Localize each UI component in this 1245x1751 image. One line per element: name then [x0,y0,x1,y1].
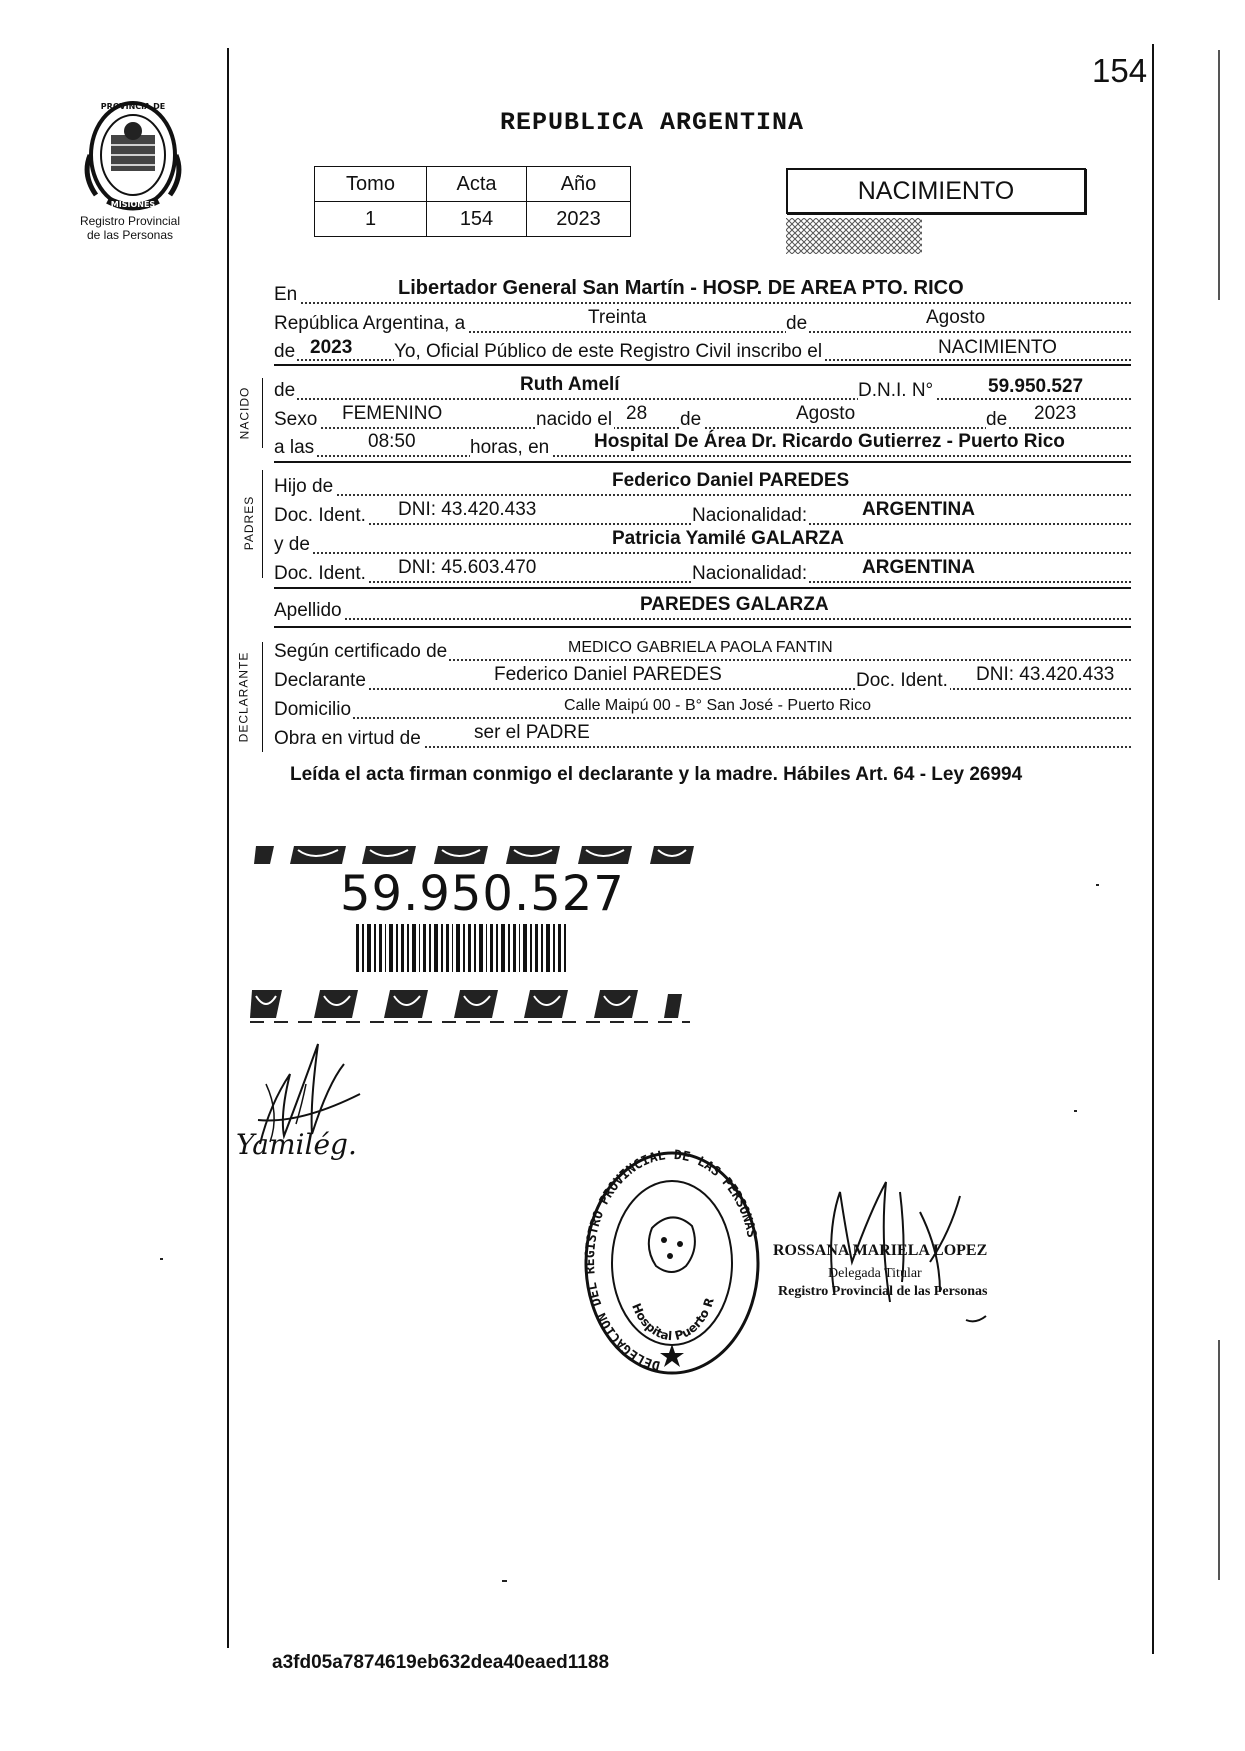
value-father-name: Federico Daniel PAREDES [612,470,850,491]
scan-speck [1096,884,1099,886]
row-year [274,337,1131,363]
label-en: En [274,284,298,305]
scan-speck [160,1258,163,1260]
value-birth-time: 08:50 [368,431,416,452]
row-apellido [274,596,1131,622]
logo-top-text: PROVINCIA DE [100,102,166,111]
row-declarante [274,666,1131,692]
row-obra [274,724,1131,750]
section-divider [274,626,1131,628]
seal-ring-text: DELEGACION DEL REGISTRO PROVINCIAL DE LAS PERSONAS [583,1148,759,1373]
act-type-box: NACIMIENTO [786,168,1086,214]
value-day: Treinta [588,307,647,328]
section-bracket-nacido [262,378,263,448]
label-declarante-doc: Doc. Ident. [856,670,948,691]
registry-name [60,214,200,242]
label-horas-en: horas, en [470,437,550,458]
registry-name-line1: Registro Provincial [79,214,181,228]
row-hijo-de [274,472,1131,498]
label-mother-nat: Nacionalidad: [692,563,808,584]
label-declarante: Declarante [274,670,366,691]
section-divider [274,364,1131,366]
section-bracket-padres [262,470,263,578]
row-y-de [274,530,1131,556]
label-de-month: de [680,409,702,430]
security-band-bottom [250,988,700,1029]
value-apellido: PAREDES GALARZA [640,594,829,615]
label-hijo-de: Hijo de [274,476,334,497]
mother-signature-text: Yamilég. [236,1128,357,1161]
ref-value-tomo: 1 [315,202,427,237]
dni-large-number: 59.950.527 [340,866,625,922]
scan-speck [1074,1110,1077,1112]
left-margin-line [227,48,229,1648]
seal-inner-text: Hospital Puerto R [629,1295,717,1344]
scan-speck [502,1580,507,1582]
value-birth-month: Agosto [796,403,856,424]
label-de2: de [274,341,296,362]
ref-header-anio: Año [527,167,631,202]
value-declarante-name: Federico Daniel PAREDES [494,664,722,685]
security-pattern-stamp [786,218,922,254]
label-dni: D.N.I. N° [858,380,934,401]
label-nacido-de: de [274,380,296,401]
row-mother-doc [274,559,1131,585]
value-place: Libertador General San Martín - HOSP. DE AREA PTO. RICO [398,277,964,299]
value-act-word: NACIMIENTO [938,337,1057,358]
label-inscribe: Yo, Oficial Público de este Registro Civil inscribo el [394,341,823,362]
label-domicilio: Domicilio [274,699,352,720]
value-year: 2023 [310,337,353,358]
label-de: de [786,313,808,334]
row-nacido-name [274,376,1131,402]
label-de-year: de [986,409,1008,430]
value-certificado: MEDICO GABRIELA PAOLA FANTIN [568,639,833,656]
label-sexo: Sexo [274,409,318,430]
label-apellido: Apellido [274,600,342,621]
document-hash: a3fd05a7874619eb632dea40eaed1188 [272,1652,610,1673]
reference-table [314,166,631,237]
value-child-name: Ruth Amelí [520,374,620,395]
value-obra: ser el PADRE [474,722,590,743]
row-certificado [274,637,1131,663]
value-sexo: FEMENINO [342,403,443,424]
value-father-doc: DNI: 43.420.433 [398,499,537,520]
logo-bottom-text: MISIONES [110,200,156,209]
label-y-de: y de [274,534,310,555]
value-mother-doc: DNI: 45.603.470 [398,557,537,578]
scan-edge-mark [1218,50,1220,300]
value-birth-place: Hospital De Área Dr. Ricardo Gutierrez - Puerto Rico [594,431,1065,452]
ref-header-acta: Acta [427,167,527,202]
official-name: ROSSANA MARIELA LOPEZ [773,1242,988,1259]
page-number: 154 [1092,52,1148,89]
province-emblem-logo [78,95,188,225]
ref-header-tomo: Tomo [315,167,427,202]
label-father-doc: Doc. Ident. [274,505,366,526]
label-republica: República Argentina, a [274,313,466,334]
value-child-dni: 59.950.527 [988,376,1084,397]
scan-edge-mark [1218,1340,1220,1580]
value-mother-name: Patricia Yamilé GALARZA [612,528,844,549]
label-mother-doc: Doc. Ident. [274,563,366,584]
row-domicilio [274,695,1131,721]
row-hora [274,433,1131,459]
label-father-nat: Nacionalidad: [692,505,808,526]
right-margin-line [1152,44,1154,1654]
registry-name-line2: de las Personas [86,228,174,242]
section-label-declarante: DECLARANTE [236,651,251,743]
label-certificado: Según certificado de [274,641,448,662]
row-en [274,277,1131,306]
value-father-nat: ARGENTINA [862,499,975,520]
section-bracket-declarante [262,642,263,752]
section-divider [274,587,1131,589]
value-birth-year: 2023 [1034,403,1077,424]
ref-value-acta: 154 [427,202,527,237]
document-title: REPUBLICA ARGENTINA [500,108,805,137]
row-sexo [274,405,1131,431]
value-mother-nat: ARGENTINA [862,557,975,578]
value-birth-day: 28 [626,403,648,424]
ref-value-anio: 2023 [527,202,631,237]
label-obra: Obra en virtud de [274,728,421,749]
label-nacido-el: nacido el [536,409,613,430]
barcode [356,924,576,977]
official-seal [582,1148,762,1383]
label-a-las: a las [274,437,315,458]
value-domicilio: Calle Maipú 00 - B° San José - Puerto Rico [564,697,871,714]
value-month: Agosto [926,307,986,328]
row-father-doc [274,501,1131,527]
official-organization: Registro Provincial de las Personas [778,1284,988,1299]
value-declarante-doc: DNI: 43.420.433 [976,664,1115,685]
row-republica [274,309,1131,335]
section-label-padres: PADRES [242,495,257,551]
closing-statement: Leída el acta firman conmigo el declarante y la madre. Hábiles Art. 64 - Ley 26994 [290,764,1023,785]
section-label-nacido: NACIDO [237,386,252,440]
official-role: Delegada Titular [828,1266,922,1281]
section-divider [274,461,1131,463]
